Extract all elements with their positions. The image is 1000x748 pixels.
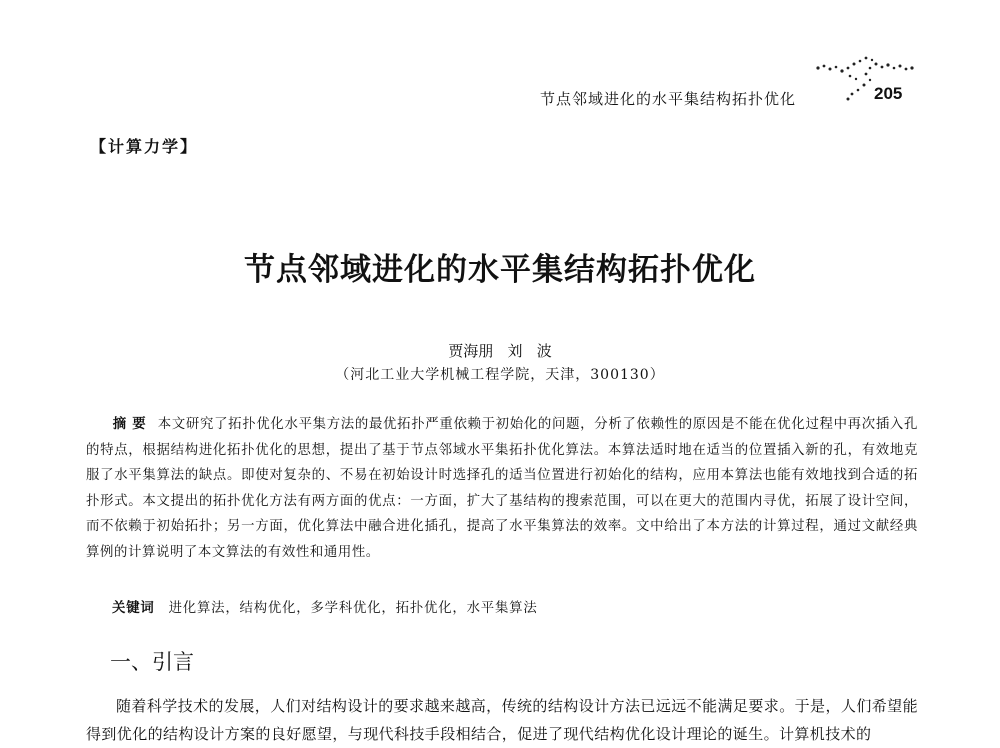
affiliation: （河北工业大学机械工程学院，天津，300130）	[335, 367, 665, 383]
section-tag: 【计算力学】	[90, 137, 199, 156]
abstract-text: 本文研究了拓扑优化水平集方法的最优拓扑严重依赖于初始化的问题，分析了依赖性的原因是不能在优化过程中再次插入孔的特点，根据结构进化拓扑优化的思想，提出了基于节点邻域水平集拓扑优化算法。本算法适时地在适当的位置插入新的孔，有效地克服了水平集算法的缺点。即使对复杂的、不易在初始设计时选择孔的适当位置进行初始化的结构，应用本算法也能有效地找到合适的拓扑形式。本文提出的拓扑优化方法有两方面的优点：一方面，扩大了基结构的搜索范围，可以在更大的范围内寻优，拓展了设计空间，而不依赖于初始拓扑；另一方面，优化算法中融合进化插孔，提高了水平集算法的效率。文中给出了本方法的计算过程，通过文献经典算例的计算说明了本文算法的有效性和通用性。	[86, 417, 918, 560]
section-heading-introduction: 一、引言	[110, 650, 194, 674]
keywords	[112, 597, 538, 616]
running-title: 节点邻域进化的水平集结构拓扑优化	[540, 90, 797, 108]
introduction-text: 随着科学技术的发展，人们对结构设计的要求越来越高，传统的结构设计方法已远远不能满足要求。于是，人们希望能得到优化的结构设计方案的良好愿望，与现代科技手段相结合，促进了现代结构优化设计理论的诞生。计算机技术的	[86, 697, 918, 743]
keywords-label: 关键词	[112, 601, 155, 616]
abstract-label: 摘要	[112, 417, 152, 432]
keywords-text: 进化算法，结构优化，多学科优化，拓扑优化，水平集算法	[168, 601, 538, 616]
abstract	[86, 412, 918, 565]
authors: 贾海朋 刘 波	[448, 342, 552, 360]
page-number: 205	[874, 84, 903, 103]
paper-title: 节点邻域进化的水平集结构拓扑优化	[244, 252, 756, 288]
decorative-ornament-icon	[810, 52, 920, 112]
